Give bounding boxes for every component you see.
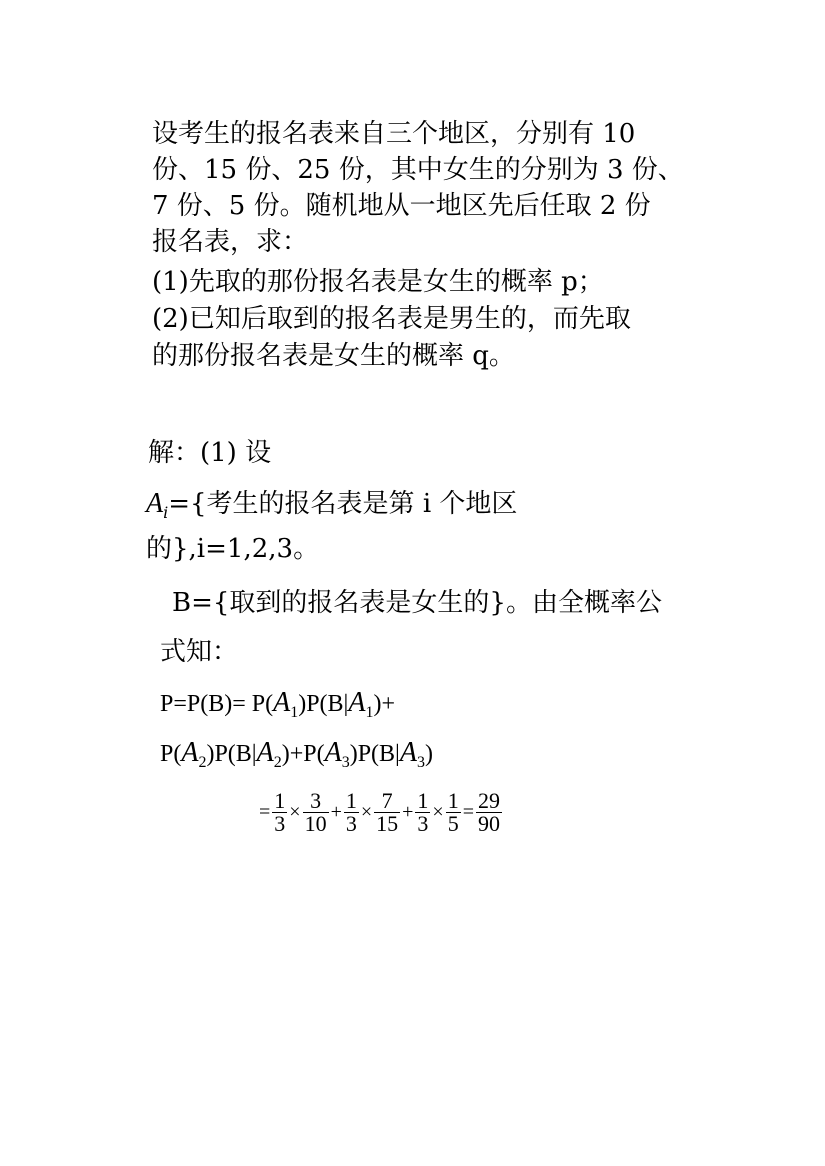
formula-text: P( [160,741,182,767]
times-sign: × [432,801,444,823]
times-sign: × [289,801,301,823]
calculation [258,790,503,835]
definition-b-cont: 式知： [160,637,239,667]
problem-line-7: 的那份报名表是女生的概率 q。 [152,341,515,371]
denominator: 10 [304,811,327,836]
definition-ai-text: ={考生的报名表是第 i 个地区 [168,489,518,519]
symbol-a: A [181,737,199,768]
subscript-2: 2 [198,754,207,771]
formula-text: )+P( [281,741,325,767]
subscript-3: 3 [341,754,350,771]
numerator: 29 [477,788,500,813]
formula-text: ) [424,741,433,767]
problem-line-1: 设考生的报名表来自三个地区，分别有 10 [152,119,636,149]
formula-text: )P(B| [298,691,349,717]
equals-sign: = [462,801,474,823]
subscript-i: i [163,503,169,522]
fraction [374,790,400,835]
denominator: 5 [447,811,459,836]
problem-line-3: 7 份、5 份。随机地从一地区先后任取 2 份 [152,191,651,221]
problem-line-4: 报名表，求： [152,227,309,257]
fraction [446,790,461,835]
equals-sign: = [259,801,271,823]
numerator: 3 [310,788,322,813]
denominator: 3 [345,811,357,836]
formula-line-1 [160,686,395,730]
symbol-a: A [146,488,164,519]
definition-ai-cont: 的},i=1,2,3。 [146,534,320,564]
formula-text: )P(B| [206,741,257,767]
symbol-a: A [256,737,274,768]
subscript-1: 1 [365,704,374,721]
solution-heading: 解：(1) 设 [148,438,272,468]
problem-line-6: (2)已知后取到的报名表是男生的，而先取 [152,304,631,334]
fraction [415,790,430,835]
numerator: 1 [274,788,286,813]
subscript-1: 1 [290,704,299,721]
denominator: 3 [417,811,429,836]
fraction [344,790,359,835]
definition-ai [146,487,517,530]
numerator: 1 [447,788,459,813]
denominator: 3 [274,811,286,836]
plus-sign: + [330,801,342,823]
formula-text: )P(B| [349,741,400,767]
numerator: 7 [381,788,393,813]
symbol-a: A [324,737,342,768]
subscript-2: 2 [273,754,282,771]
formula-text: P=P(B)= P( [160,691,274,717]
numerator: 1 [417,788,429,813]
denominator: 15 [376,811,399,836]
formula-text: )+ [373,691,396,717]
definition-b: B={取到的报名表是女生的}。由全概率公 [172,588,662,618]
fraction-result [476,790,502,835]
problem-line-2: 份、15 份、25 份，其中女生的分别为 3 份、 [152,155,684,185]
subscript-3: 3 [416,754,425,771]
symbol-a: A [348,687,366,718]
symbol-a: A [273,687,291,718]
fraction [272,790,287,835]
formula-line-2 [160,736,433,780]
plus-sign: + [402,801,414,823]
denominator: 90 [477,811,500,836]
times-sign: × [360,801,373,823]
fraction [303,790,329,835]
problem-line-5: (1)先取的那份报名表是女生的概率 p； [152,267,604,297]
numerator: 1 [345,788,357,813]
symbol-a: A [399,737,417,768]
